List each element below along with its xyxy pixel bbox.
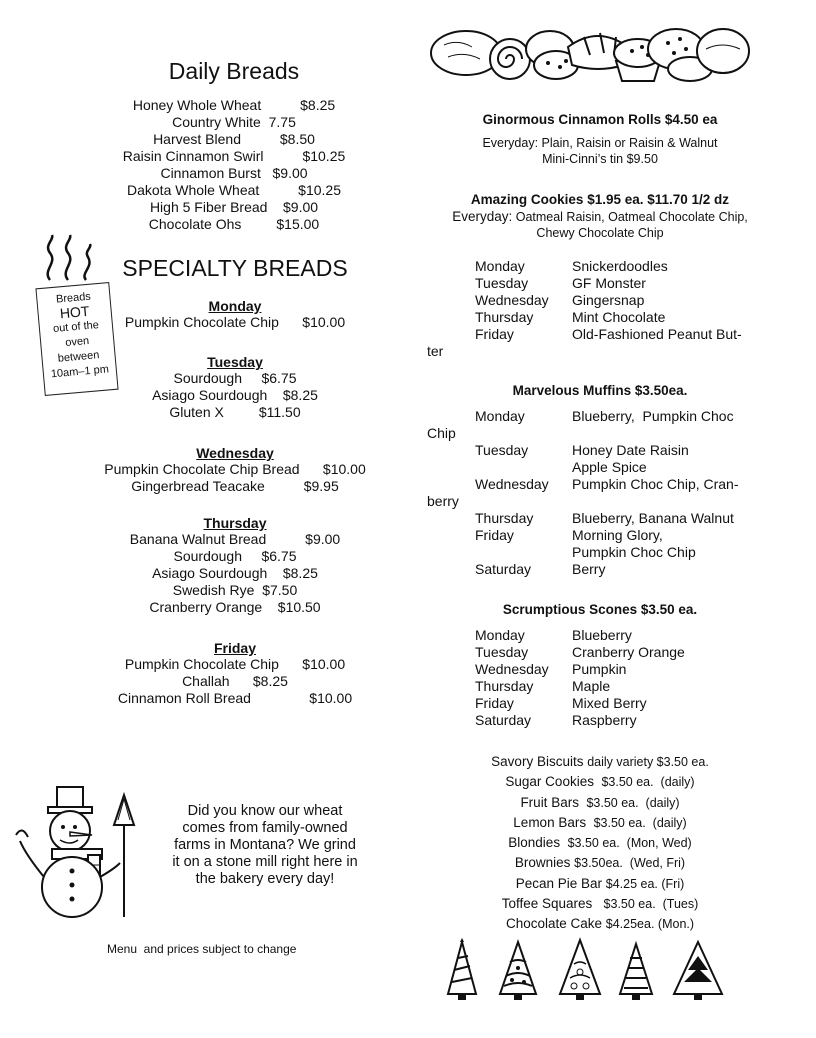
everyday-label: Everyday: bbox=[452, 209, 513, 224]
schedule-row bbox=[475, 678, 775, 695]
schedule-item: Cranberry Orange bbox=[572, 644, 685, 660]
daily-bread-item: Chocolate Ohs $15.00 bbox=[148, 216, 320, 232]
schedule-day: Friday bbox=[475, 527, 514, 543]
schedule-row bbox=[475, 408, 775, 425]
schedule-day: Wednesday bbox=[475, 476, 549, 492]
cookies-schedule bbox=[475, 258, 775, 343]
extra-name: Savory Biscuits bbox=[491, 754, 588, 769]
schedule-wrap-text: berry bbox=[427, 493, 459, 509]
hot-note-line: 10am–1 pm bbox=[50, 363, 110, 381]
schedule-day: Monday bbox=[475, 408, 525, 424]
section-title: Amazing Cookies $1.95 ea. $11.70 1/2 dz bbox=[470, 192, 730, 207]
section-title: Ginormous Cinnamon Rolls $4.50 ea bbox=[482, 112, 718, 127]
cookies-detail: Chewy Chocolate Chip bbox=[536, 226, 664, 240]
schedule-item: Apple Spice bbox=[572, 459, 647, 475]
rolls-detail: Everyday: Plain, Raisin or Raisin & Walnut bbox=[482, 136, 718, 150]
schedule-row bbox=[475, 476, 775, 493]
schedule-item: Blueberry, Banana Walnut bbox=[572, 510, 734, 526]
schedule-day: Tuesday bbox=[475, 644, 529, 660]
schedule-item: Maple bbox=[572, 678, 611, 694]
schedule-day: Friday bbox=[475, 326, 514, 342]
cinnamon-rolls-section bbox=[430, 112, 770, 167]
specialty-item: Banana Walnut Bread $9.00 bbox=[129, 531, 341, 547]
specialty-item: Challah $8.25 bbox=[182, 673, 288, 689]
specialty-monday bbox=[80, 298, 390, 331]
schedule-day: Saturday bbox=[475, 712, 532, 728]
schedule-day: Tuesday bbox=[475, 275, 529, 291]
extra-price: $3.50 ea. (daily) bbox=[593, 815, 687, 830]
extra-price: $4.25 ea. (Fri) bbox=[605, 876, 685, 891]
specialty-item: Cinnamon Roll Bread $10.00 bbox=[117, 690, 353, 706]
schedule-row bbox=[475, 326, 775, 343]
rolls-detail: Mini-Cinni’s tin $9.50 bbox=[542, 152, 658, 166]
hot-note-line: out of the bbox=[52, 319, 100, 336]
schedule-row bbox=[475, 459, 775, 476]
day-heading: Friday bbox=[213, 640, 256, 656]
extra-name: Sugar Cookies bbox=[505, 774, 602, 790]
specialty-item: Asiago Sourdough $8.25 bbox=[152, 387, 318, 403]
daily-bread-item: Cinnamon Burst $9.00 bbox=[160, 165, 308, 181]
schedule-item: Snickerdoodles bbox=[572, 258, 668, 274]
extra-name: Brownies bbox=[514, 855, 575, 871]
specialty-item: Sourdough $6.75 bbox=[173, 548, 297, 564]
day-heading: Thursday bbox=[203, 515, 267, 531]
specialty-item: Sourdough $6.75 bbox=[173, 370, 297, 386]
specialty-breads-section bbox=[80, 255, 390, 282]
schedule-item: GF Monster bbox=[572, 275, 646, 291]
schedule-day: Wednesday bbox=[475, 292, 549, 308]
scones-section bbox=[430, 602, 770, 617]
schedule-day: Thursday bbox=[475, 510, 534, 526]
specialty-item: Pumpkin Chocolate Chip Bread $10.00 bbox=[104, 461, 366, 477]
schedule-item: Blueberry bbox=[572, 627, 632, 643]
schedule-item: Gingersnap bbox=[572, 292, 645, 308]
snowman-icon bbox=[12, 785, 142, 920]
schedule-row bbox=[475, 561, 775, 578]
specialty-item: Pumpkin Chocolate Chip $10.00 bbox=[124, 656, 346, 672]
schedule-day: Tuesday bbox=[475, 442, 529, 458]
specialty-tuesday bbox=[80, 354, 390, 421]
schedule-item: Honey Date Raisin bbox=[572, 442, 689, 458]
extra-item bbox=[430, 874, 770, 894]
extra-price: $3.50 ea. (daily) bbox=[586, 795, 680, 810]
schedule-row bbox=[475, 527, 775, 544]
specialty-item: Gingerbread Teacake $9.95 bbox=[131, 478, 339, 494]
schedule-day: Monday bbox=[475, 258, 525, 274]
schedule-row bbox=[475, 661, 775, 678]
specialty-thursday bbox=[80, 515, 390, 616]
extra-item bbox=[430, 793, 770, 813]
cookies-section bbox=[420, 192, 780, 241]
cookies-detail: Oatmeal Raisin, Oatmeal Chocolate Chip, bbox=[512, 210, 748, 224]
extra-item bbox=[430, 813, 770, 833]
daily-breads-section bbox=[100, 58, 368, 233]
day-heading: Tuesday bbox=[207, 354, 263, 370]
extras-list bbox=[430, 752, 770, 935]
day-heading: Monday bbox=[208, 298, 262, 314]
schedule-item: Pumpkin bbox=[572, 661, 627, 677]
schedule-row bbox=[475, 442, 775, 459]
hot-note-line: oven bbox=[64, 334, 90, 350]
christmas-trees-icon bbox=[440, 938, 740, 1002]
specialty-breads-title: SPECIALTY BREADS bbox=[122, 255, 348, 281]
extra-name: Blondies bbox=[508, 835, 568, 851]
schedule-wrap-text: Chip bbox=[427, 425, 456, 441]
extra-price: $3.50 ea. (Tues) bbox=[603, 897, 699, 912]
hot-note-line: between bbox=[57, 349, 100, 365]
specialty-friday bbox=[80, 640, 390, 707]
extra-name: Pecan Pie Bar bbox=[515, 875, 606, 891]
specialty-item: Gluten X $11.50 bbox=[169, 404, 301, 420]
extra-item bbox=[430, 894, 770, 914]
daily-bread-item: High 5 Fiber Bread $9.00 bbox=[149, 199, 319, 215]
fun-fact-line: Did you know our wheat bbox=[187, 803, 343, 819]
schedule-item: Raspberry bbox=[572, 712, 637, 728]
section-title: Scrumptious Scones $3.50 ea. bbox=[502, 602, 698, 617]
schedule-item: Mixed Berry bbox=[572, 695, 647, 711]
schedule-item: Berry bbox=[572, 561, 606, 577]
schedule-row bbox=[475, 510, 775, 527]
schedule-day: Friday bbox=[475, 695, 514, 711]
fun-fact-line: farms in Montana? We grind bbox=[174, 837, 356, 853]
extra-item bbox=[430, 772, 770, 792]
day-heading: Wednesday bbox=[196, 445, 274, 461]
muffins-schedule bbox=[475, 408, 775, 425]
schedule-row bbox=[475, 627, 775, 644]
bread-illustration-icon bbox=[428, 25, 753, 85]
schedule-item: Blueberry, Pumpkin Choc bbox=[572, 408, 734, 424]
scones-schedule bbox=[475, 627, 775, 729]
extra-item bbox=[430, 833, 770, 853]
muffins-schedule bbox=[475, 510, 775, 578]
muffins-section bbox=[430, 383, 770, 398]
specialty-wednesday bbox=[80, 445, 390, 495]
fun-fact-line: comes from family-owned bbox=[182, 820, 348, 836]
section-title: Marvelous Muffins $3.50ea. bbox=[512, 383, 688, 398]
schedule-item: Mint Chocolate bbox=[572, 309, 666, 325]
extra-name: Lemon Bars bbox=[513, 814, 594, 830]
schedule-item: Old-Fashioned Peanut But- bbox=[572, 326, 742, 342]
wheat-fun-fact bbox=[145, 803, 385, 888]
schedule-row bbox=[475, 695, 775, 712]
daily-bread-item: Raisin Cinnamon Swirl $10.25 bbox=[122, 148, 346, 164]
extra-name: Toffee Squares bbox=[501, 896, 604, 912]
daily-bread-item: Country White 7.75 bbox=[172, 114, 296, 130]
schedule-row bbox=[475, 712, 775, 729]
extra-item bbox=[430, 752, 770, 772]
specialty-item: Swedish Rye $7.50 bbox=[172, 582, 298, 598]
daily-breads-title: Daily Breads bbox=[168, 58, 300, 84]
schedule-day: Monday bbox=[475, 627, 525, 643]
extra-item bbox=[430, 853, 770, 873]
schedule-day: Thursday bbox=[475, 309, 534, 325]
daily-bread-item: Honey Whole Wheat $8.25 bbox=[132, 97, 336, 113]
schedule-row bbox=[475, 275, 775, 292]
extra-name: Fruit Bars bbox=[520, 794, 587, 810]
daily-bread-item: Dakota Whole Wheat $10.25 bbox=[127, 182, 341, 198]
price-disclaimer: Menu and prices subject to change bbox=[107, 942, 297, 956]
hot-note-line: HOT bbox=[59, 302, 91, 322]
extra-item bbox=[430, 914, 770, 934]
specialty-item: Cranberry Orange $10.50 bbox=[149, 599, 321, 615]
schedule-row bbox=[475, 292, 775, 309]
extra-name: Chocolate Cake bbox=[505, 916, 606, 932]
schedule-row bbox=[475, 258, 775, 275]
schedule-day: Wednesday bbox=[475, 661, 549, 677]
daily-bread-item: Harvest Blend $8.50 bbox=[153, 131, 315, 147]
extra-price: $4.25ea. (Mon.) bbox=[605, 917, 695, 932]
extra-price: $3.50 ea. (daily) bbox=[601, 775, 695, 790]
schedule-row bbox=[475, 544, 775, 561]
schedule-row bbox=[475, 309, 775, 326]
fun-fact-line: the bakery every day! bbox=[195, 871, 335, 887]
schedule-item: Pumpkin Choc Chip, Cran- bbox=[572, 476, 739, 492]
extra-price: $3.50ea. (Wed, Fri) bbox=[574, 856, 686, 871]
schedule-wrap-text: ter bbox=[427, 343, 444, 359]
schedule-day: Thursday bbox=[475, 678, 534, 694]
schedule-item: Pumpkin Choc Chip bbox=[572, 544, 696, 560]
specialty-item: Pumpkin Chocolate Chip $10.00 bbox=[124, 314, 346, 330]
hot-note-line: Breads bbox=[55, 290, 92, 306]
muffins-schedule bbox=[475, 442, 775, 493]
schedule-day: Saturday bbox=[475, 561, 532, 577]
schedule-row bbox=[475, 644, 775, 661]
schedule-item: Morning Glory, bbox=[572, 527, 663, 543]
fun-fact-line: it on a stone mill right here in bbox=[172, 854, 358, 870]
specialty-item: Asiago Sourdough $8.25 bbox=[152, 565, 318, 581]
extra-price: $3.50 ea. bbox=[653, 755, 709, 769]
extra-price: $3.50 ea. (Mon, Wed) bbox=[567, 836, 692, 851]
extra-detail: daily variety bbox=[587, 755, 654, 769]
